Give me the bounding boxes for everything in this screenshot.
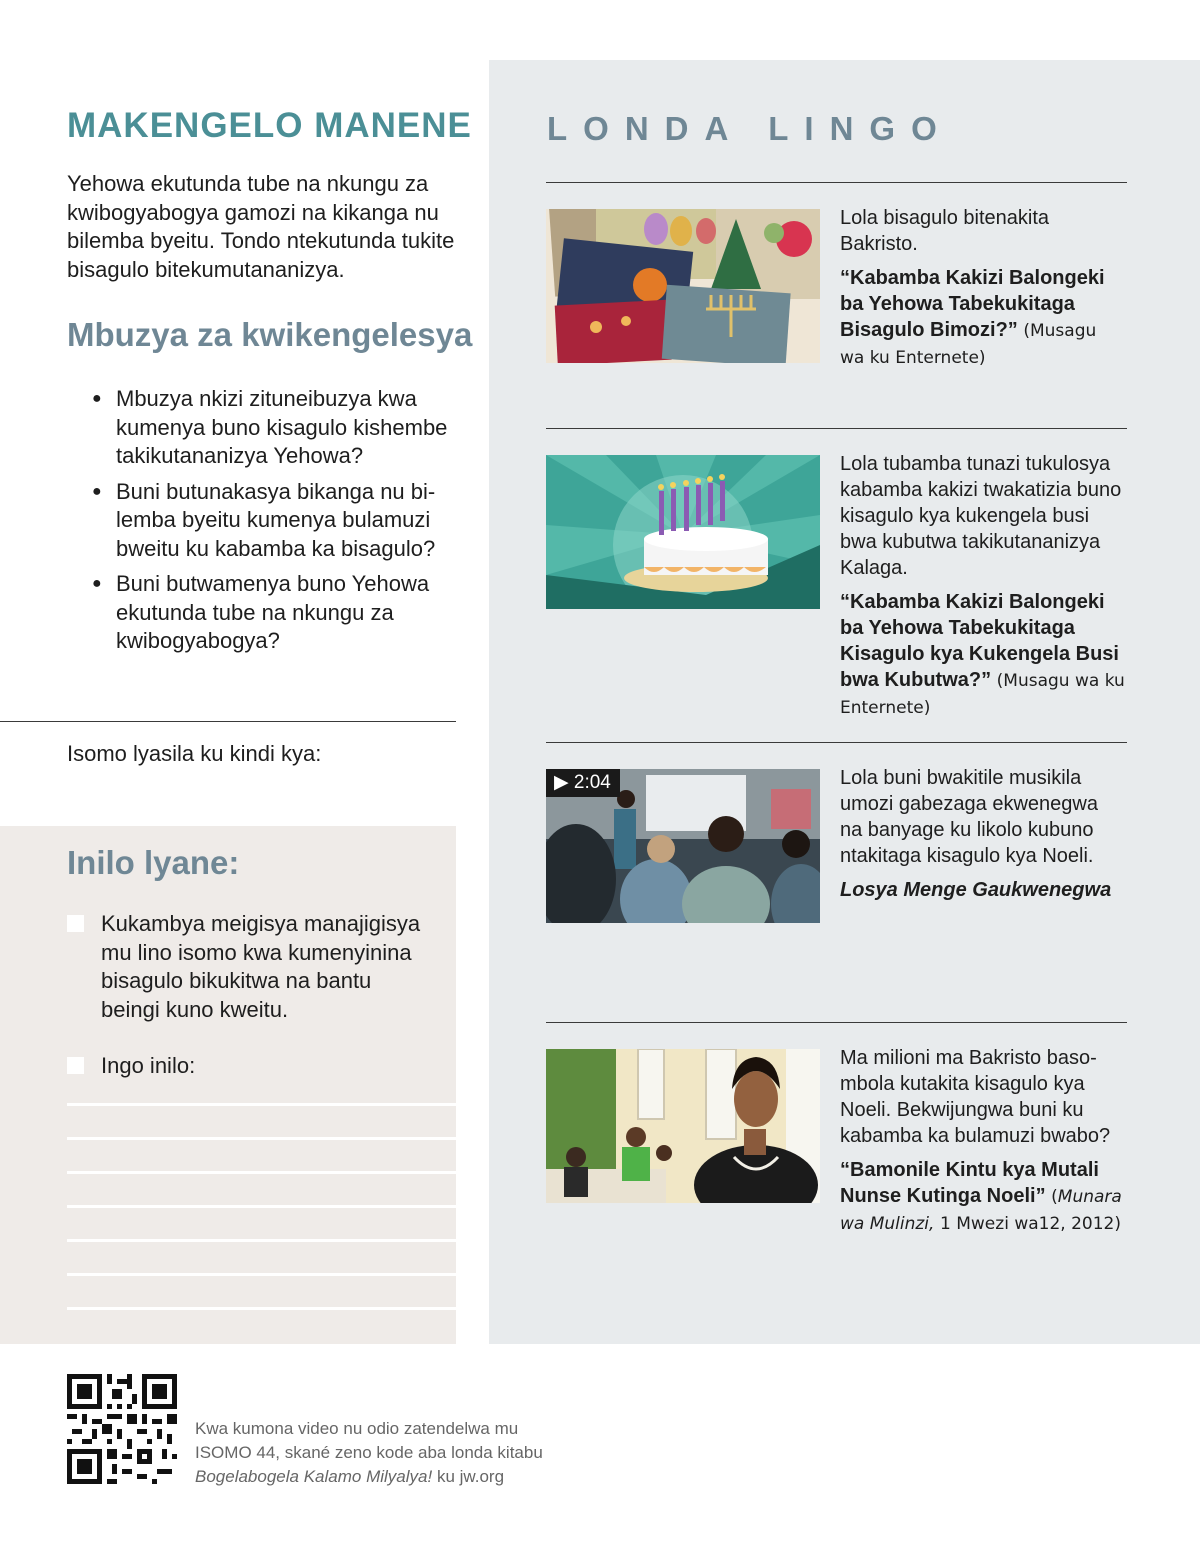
goal-text: Kukambya meigisya manajigisya mu lino isomo kwa kumenyinina bisagulo bikukitwa na bantu beingi kuno kweitu. xyxy=(101,911,421,1022)
resource-description: Lola buni bwakitile musikila umozi gabezaga ekwenegwa na banyage ku likolo kubuno ntakitaga kisagulo kya Noeli. xyxy=(840,767,1098,867)
resource-source-publication: Munara wa Mulinzi, xyxy=(840,1187,1122,1234)
divider xyxy=(546,1022,1127,1023)
video-thumbnail[interactable] xyxy=(546,769,820,923)
qr-code-icon[interactable] xyxy=(67,1374,177,1484)
bullet-icon: ● xyxy=(92,482,102,500)
goal-item-other[interactable] xyxy=(67,1052,427,1081)
resource-1 xyxy=(840,205,1125,371)
writing-lines[interactable] xyxy=(67,1103,456,1341)
bullet-icon: ● xyxy=(92,390,102,407)
divider xyxy=(0,721,456,722)
questions-heading: Mbuzya za kwikengelesya xyxy=(67,316,473,353)
question-text: Mbuzya nkizi zituneibuzya kwa kumenya buno kisagulo kishembe takikutananizya Yehowa? xyxy=(116,386,448,468)
divider xyxy=(546,428,1127,429)
resource-3 xyxy=(840,765,1125,903)
birthday-cake-illustration xyxy=(546,455,820,609)
footer-note xyxy=(195,1417,615,1489)
holiday-cards-illustration xyxy=(546,209,820,363)
question-item xyxy=(92,570,462,656)
question-item xyxy=(92,478,462,564)
more-resources-panel xyxy=(489,60,1200,1344)
resource-4 xyxy=(840,1045,1125,1237)
video-duration-badge[interactable]: ▶ 2:04 xyxy=(546,769,620,797)
writing-line[interactable] xyxy=(67,1239,456,1242)
footer-site[interactable]: ku jw.org xyxy=(436,1467,505,1486)
question-text: Buni butunakasya bikanga nu bilemba byeitu kumenya bulamuzi bweitu ku kabamba ka bisagulo? xyxy=(116,478,436,561)
divider xyxy=(546,742,1127,743)
questions-list xyxy=(92,385,462,663)
checkbox-icon[interactable] xyxy=(67,915,84,932)
resource-source-date: 1 Mwezi wa12, 2012) xyxy=(940,1214,1121,1234)
christians-image[interactable] xyxy=(546,1049,820,1203)
resource-link[interactable] xyxy=(840,589,1125,721)
bullet-icon: ● xyxy=(92,575,102,592)
goal-text: Ingo inilo: xyxy=(101,1053,196,1078)
resource-description: Lola bisagulo bitenakita Bakristo. xyxy=(840,207,1050,255)
resource-title[interactable]: “Kabamba Kakizi Balongeki ba Yehowa Tabekukitaga Bisagulo Bimozi?” xyxy=(840,267,1105,341)
video-link[interactable]: Losya Menge Gaukwenegwa xyxy=(840,879,1112,901)
resource-source-open: ( xyxy=(1051,1187,1058,1207)
writing-line[interactable] xyxy=(67,1137,456,1140)
birthday-image[interactable] xyxy=(546,455,820,609)
main-title: MAKENGELO MANENE xyxy=(67,106,472,145)
resource-title[interactable]: “Bamonile Kintu kya Mutali Nunse Kutinga Noeli” xyxy=(840,1159,1099,1207)
intro-paragraph: Yehowa ekutunda tube na nkungu za kwibogyabogya gamozi na kikanga nu bilemba byeitu. Tondo ntekutunda tukite bisagulo bitekumutananizya. xyxy=(67,171,455,282)
checkbox-icon[interactable] xyxy=(67,1057,84,1074)
divider xyxy=(546,182,1127,183)
more-resources-title: LONDA LINGO xyxy=(547,110,953,147)
resource-source: (Musagu wa ku Enternete) xyxy=(840,321,1097,368)
goal-item[interactable] xyxy=(67,910,427,1024)
goals-heading: Inilo lyane: xyxy=(67,844,240,881)
writing-line[interactable] xyxy=(67,1307,456,1310)
resource-description: Lola tubamba tunazi tukulosya kabamba kakizi twakatizia buno kisagulo kya kukengela busi bwa kubutwa takikutananizya Kalaga. xyxy=(840,453,1122,579)
footer-line-1: Kwa kumona video nu odio zatendelwa mu xyxy=(195,1419,519,1438)
writing-line[interactable] xyxy=(67,1205,456,1208)
resource-description: Ma milioni ma Bakristo basombola kutakita kisagulo kya Noeli. Bekwijungwa buni ku kabamba ka bulamuzi bwabo? xyxy=(840,1047,1111,1147)
writing-line[interactable] xyxy=(67,1103,456,1106)
resource-2 xyxy=(840,451,1125,721)
writing-line[interactable] xyxy=(67,1273,456,1276)
resource-link[interactable] xyxy=(840,265,1125,371)
footer-line-2: ISOMO 44, skané zeno kode aba londa kitabu xyxy=(195,1443,543,1462)
question-item xyxy=(92,385,462,471)
woman-portrait-photo xyxy=(546,1049,820,1203)
resource-source: (Musagu wa ku Enternete) xyxy=(840,671,1125,718)
writing-line[interactable] xyxy=(67,1171,456,1174)
goals-box xyxy=(0,826,456,1344)
footer-book-title: Bogelabogela Kalamo Milyalya! xyxy=(195,1467,433,1486)
completion-date-label: Isomo lyasila ku kindi kya: xyxy=(67,741,322,766)
holidays-image[interactable] xyxy=(546,209,820,363)
resource-title[interactable]: “Kabamba Kakizi Balongeki ba Yehowa Tabekukitaga Kisagulo kya Kukengela Busi bwa Kubutwa?” xyxy=(840,591,1119,691)
resource-link[interactable] xyxy=(840,1157,1125,1237)
question-text: Buni butwamenya buno Yehowa ekutunda tube na nkungu za kwibogyabogya? xyxy=(116,571,430,653)
